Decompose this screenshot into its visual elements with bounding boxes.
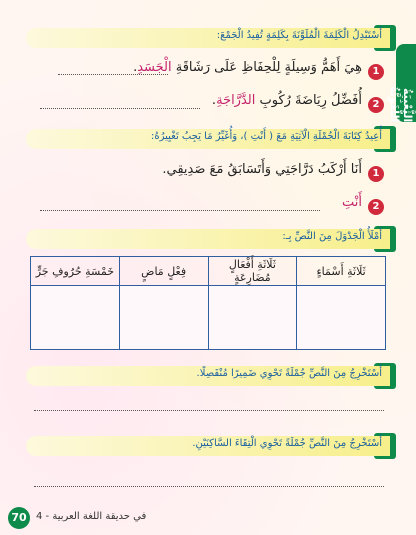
table-header-cell: ثَلَاثَةِ أَفْعَالٍ مُضَارِعَةٍ <box>208 257 297 286</box>
page-number: 70 <box>8 507 30 529</box>
question-instruction-2: أُعِيدُ كِتَابَةَ الْجُمْلَةِ الْآتِيَةِ مَعَ ( أَنْتِ )، وَأُغَيِّرُ مَا يَجِبُ تَغْيِيرُهُ: <box>150 131 382 142</box>
question-instruction-3: أَمْلَأُ الْجَدْوَلَ مِنَ النَّصِّ بِـ: <box>282 231 382 242</box>
question-instruction-4: أَسْتَخْرِجُ مِنَ النَّصِّ جُمْلَةً تَحْوِي ضَمِيرًا مُنْفَصِلًا. <box>196 368 382 379</box>
sentence-1-2 <box>212 93 362 108</box>
item-number-2-1: 1 <box>368 166 384 182</box>
highlighted-word-1-2: الدَّرَّاجَةِ <box>216 93 256 108</box>
answer-line-1-1[interactable] <box>58 74 168 75</box>
table-answer-cell[interactable] <box>208 286 297 350</box>
table-answer-row <box>31 286 386 350</box>
item-number-1-1: 1 <box>368 64 384 80</box>
section-side-tab-label: الثُّعْبِيَةُ اللُّغَوِيَّةُ <box>388 85 414 122</box>
table-header-cell: فِعْلٍ مَاضٍ <box>119 257 208 286</box>
sentence-1-2-before: أُفَضِّلُ رِيَاضَةَ رُكُوبِ <box>255 93 362 108</box>
table-answer-cell[interactable] <box>297 286 386 350</box>
question-instruction-1: أَسْتَبْدِلُ الْكَلِمَةَ الْمُلَوَّنَةَ بِكَلِمَةٍ تُفِيدُ الْجَمْعَ: <box>216 30 382 41</box>
answer-table <box>30 256 386 350</box>
table-answer-cell[interactable] <box>31 286 120 350</box>
section-side-tab <box>388 44 416 122</box>
answer-line-2-2[interactable] <box>40 210 320 211</box>
sentence-1-1 <box>133 60 362 75</box>
sentence-1-2-after: . <box>211 93 217 108</box>
book-title: في حديقة اللغة العربية - 4 <box>36 511 147 522</box>
sentence-1-1-before: هِيَ أَهَمُّ وَسِيلَةٍ لِلْحِفَاظِ عَلَى رَشَاقَةِ <box>171 60 362 75</box>
sentence-1-1-after: . <box>133 60 138 75</box>
question-header-1 <box>26 28 390 48</box>
question-header-5 <box>26 436 390 456</box>
item-number-1-2: 2 <box>368 97 384 113</box>
sentence-2-1: أَنَا أَرْكَبُ دَرَّاجَتِي وَأَتَسَابَقُ مَعَ صَدِيقِي. <box>162 162 362 177</box>
question-header-3 <box>26 229 390 249</box>
answer-line-1-2[interactable] <box>40 108 200 109</box>
question-instruction-5: أَسْتَخْرِجُ مِنَ النَّصِّ جُمْلَةً تَحْوِي الْتِقَاءَ السَّاكِنَيْنِ. <box>192 438 382 449</box>
item-number-2-2: 2 <box>368 199 384 215</box>
answer-line-4[interactable] <box>34 410 384 411</box>
table-header-cell: ثَلَاثَةِ أَسْمَاءٍ <box>297 257 386 286</box>
sentence-2-2: أَنْتِ <box>342 195 362 210</box>
highlighted-word-1-1: الْجَسَدِ <box>137 60 172 75</box>
answer-line-5[interactable] <box>34 486 384 487</box>
table-header-cell: خَمْسَةِ حُرُوفِ جَرٍّ <box>31 257 120 286</box>
page-footer <box>8 507 148 529</box>
table-answer-cell[interactable] <box>119 286 208 350</box>
table-header-row <box>31 257 386 286</box>
question-header-2 <box>26 129 390 149</box>
question-header-4 <box>26 366 390 386</box>
